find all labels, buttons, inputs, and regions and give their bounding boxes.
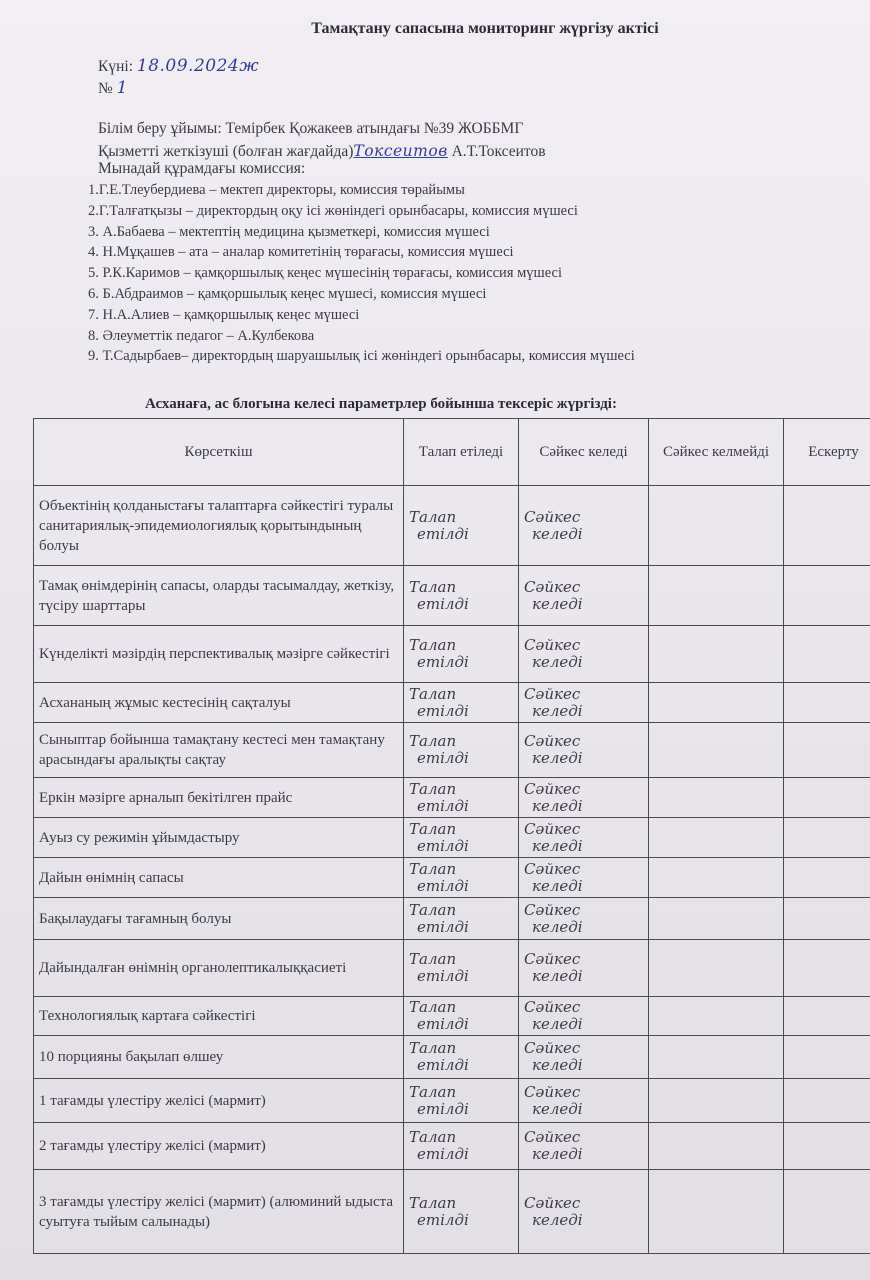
- indicator-cell: Бақылаудағы тағамның болуы: [34, 898, 404, 940]
- hw-word: Сәйкес: [524, 1193, 581, 1212]
- indicator-cell: Күнделікті мәзірдің перспективалық мәзірге сәйкестігі: [34, 626, 404, 683]
- matches-handwritten: [519, 723, 649, 778]
- table-row: [34, 858, 870, 898]
- indicator-cell: Объектінің қолданыстағы талаптарға сәйкестігі туралы санитариялық-эпидемиологиялық қорытындының болуы: [34, 486, 404, 566]
- hw-word: Сәйкес: [524, 779, 581, 798]
- not-matches-cell: [649, 997, 784, 1036]
- hw-word: етілді: [417, 796, 469, 815]
- supplier-name: А.Т.Токсеитов: [451, 143, 546, 160]
- table-row: [34, 940, 870, 997]
- indicator-cell: 2 тағамды үлестіру желісі (мармит): [34, 1123, 404, 1170]
- hw-word: Сәйкес: [524, 900, 581, 919]
- not-matches-cell: [649, 1170, 784, 1254]
- member-item: 8. Әлеуметтік педагог – А.Кулбекова: [88, 327, 315, 344]
- member-item: 3. А.Бабаева – мектептің медицина қызметкері, комиссия мүшесі: [88, 223, 490, 240]
- member-item: 7. Н.А.Алиев – қамқоршылық кеңес мүшесі: [88, 306, 360, 323]
- header-note: Ескерту: [784, 419, 870, 486]
- header-required: Талап етіледі: [404, 419, 519, 486]
- hw-word: Сәйкес: [524, 732, 581, 750]
- hw-word: Сәйкес: [524, 819, 581, 838]
- hw-word: Талап: [409, 819, 457, 838]
- table-row: [34, 1079, 870, 1123]
- matches-handwritten: [519, 1123, 649, 1170]
- hw-word: Сәйкес: [524, 950, 581, 968]
- hw-word: келеді: [532, 836, 583, 855]
- note-cell: [784, 683, 870, 723]
- matches-handwritten: [519, 1079, 649, 1123]
- not-matches-cell: [649, 858, 784, 898]
- hw-word: келеді: [532, 594, 583, 613]
- note-cell: [784, 858, 870, 898]
- matches-handwritten: [519, 818, 649, 858]
- required-handwritten: [404, 818, 519, 858]
- hw-word: келеді: [532, 1210, 583, 1229]
- table-row: [34, 626, 870, 683]
- hw-word: Талап: [409, 732, 457, 750]
- hw-word: етілді: [417, 917, 469, 936]
- note-cell: [784, 898, 870, 940]
- indicator-cell: Ауыз су режимін ұйымдастыру: [34, 818, 404, 858]
- hw-word: келеді: [532, 653, 583, 671]
- table-row: [34, 566, 870, 626]
- indicator-cell: Технологиялық картаға сәйкестігі: [34, 997, 404, 1036]
- table-row: [34, 1036, 870, 1079]
- hw-word: келеді: [532, 524, 583, 543]
- table-row: [34, 778, 870, 818]
- hw-word: Талап: [409, 998, 457, 1016]
- hw-word: Сәйкес: [524, 507, 581, 526]
- hw-word: Талап: [409, 859, 457, 878]
- required-handwritten: [404, 997, 519, 1036]
- note-cell: [784, 486, 870, 566]
- indicator-cell: Тамақ өнімдерінің сапасы, оларды тасымалдау, жеткізу, түсіру шарттары: [34, 566, 404, 626]
- not-matches-cell: [649, 940, 784, 997]
- note-cell: [784, 1079, 870, 1123]
- document-title: Тамақтану сапасына мониторинг жүргізу актісі: [311, 20, 659, 37]
- hw-word: етілді: [417, 1210, 469, 1229]
- required-handwritten: [404, 940, 519, 997]
- member-item: 1.Г.Е.Тлеубердиева – мектеп директоры, комиссия төрайымы: [88, 182, 465, 198]
- hw-word: етілді: [417, 1145, 469, 1163]
- hw-word: Сәйкес: [524, 636, 581, 654]
- indicator-cell: 3 тағамды үлестіру желісі (мармит) (алюминий ыдыста суытуға тыйым салынады): [34, 1170, 404, 1254]
- indicator-cell: 1 тағамды үлестіру желісі (мармит): [34, 1079, 404, 1123]
- hw-word: етілді: [417, 653, 469, 671]
- note-cell: [784, 1036, 870, 1079]
- required-handwritten: [404, 566, 519, 626]
- hw-word: келеді: [532, 749, 583, 767]
- hw-word: етілді: [417, 594, 469, 613]
- not-matches-cell: [649, 818, 784, 858]
- hw-word: Талап: [409, 779, 457, 798]
- not-matches-cell: [649, 486, 784, 566]
- required-handwritten: [404, 1036, 519, 1079]
- member-item: 9. Т.Садырбаев– директордың шаруашылық ісі жөніндегі орынбасары, комиссия мүшесі: [88, 348, 635, 365]
- table-row: [34, 1123, 870, 1170]
- hw-word: етілді: [417, 701, 469, 720]
- member-item: 4. Н.Мұқашев – ата – аналар комитетінің төрағасы, комиссия мүшесі: [88, 244, 514, 261]
- required-handwritten: [404, 486, 519, 566]
- note-cell: [784, 818, 870, 858]
- hw-word: Талап: [409, 950, 457, 968]
- note-cell: [784, 566, 870, 626]
- not-matches-cell: [649, 683, 784, 723]
- hw-word: келеді: [532, 876, 583, 895]
- hw-word: келеді: [532, 1099, 583, 1118]
- matches-handwritten: [519, 778, 649, 818]
- matches-handwritten: [519, 997, 649, 1036]
- number-line: [98, 78, 128, 98]
- supplier-line: [98, 142, 546, 161]
- date-line: [98, 56, 259, 76]
- hw-word: келеді: [532, 1015, 583, 1033]
- note-cell: [784, 626, 870, 683]
- hw-word: Талап: [409, 507, 457, 526]
- indicator-cell: Еркін мәзірге арналып бекітілген прайс: [34, 778, 404, 818]
- required-handwritten: [404, 858, 519, 898]
- indicator-cell: 10 порцияны бақылап өлшеу: [34, 1036, 404, 1079]
- hw-word: Талап: [409, 684, 457, 703]
- hw-word: етілді: [417, 1015, 469, 1033]
- member-item: 5. Р.К.Каримов – қамқоршылық кеңес мүшесінің төрағасы, комиссия мүшесі: [88, 265, 562, 282]
- hw-word: келеді: [532, 1145, 583, 1163]
- table-row: [34, 723, 870, 778]
- matches-handwritten: [519, 940, 649, 997]
- hw-word: келеді: [532, 701, 583, 720]
- required-handwritten: [404, 778, 519, 818]
- not-matches-cell: [649, 778, 784, 818]
- table-row: [34, 486, 870, 566]
- commission-members-list: [88, 180, 635, 367]
- matches-handwritten: [519, 683, 649, 723]
- indicator-cell: Асхананың жұмыс кестесінің сақталуы: [34, 683, 404, 723]
- hw-word: Талап: [409, 1082, 457, 1101]
- not-matches-cell: [649, 1036, 784, 1079]
- note-cell: [784, 940, 870, 997]
- hw-word: етілді: [417, 967, 469, 985]
- required-handwritten: [404, 723, 519, 778]
- hw-word: Талап: [409, 1193, 457, 1212]
- hw-word: Талап: [409, 1128, 457, 1146]
- hw-word: етілді: [417, 876, 469, 895]
- table-subheading: Асханаға, ас блогына келесі параметрлер бойынша тексеріс жүргізді:: [145, 396, 617, 412]
- table-row: [34, 818, 870, 858]
- header-indicator: Көрсеткіш: [34, 419, 404, 486]
- indicator-cell: Сыныптар бойынша тамақтану кестесі мен тамақтану арасындағы аралықты сақтау: [34, 723, 404, 778]
- member-item: 6. Б.Абдраимов – қамқоршылық кеңес мүшесі, комиссия мүшесі: [88, 285, 487, 302]
- matches-handwritten: [519, 566, 649, 626]
- note-cell: [784, 997, 870, 1036]
- table-row: [34, 683, 870, 723]
- note-cell: [784, 778, 870, 818]
- inspection-table: [33, 418, 870, 1254]
- note-cell: [784, 1170, 870, 1254]
- indicator-cell: Дайындалған өнімнің органолептикалыққасиеті: [34, 940, 404, 997]
- date-label: Күні:: [98, 58, 133, 75]
- matches-handwritten: [519, 898, 649, 940]
- hw-word: келеді: [532, 796, 583, 815]
- not-matches-cell: [649, 566, 784, 626]
- hw-word: Сәйкес: [524, 1128, 581, 1146]
- header-not-matches: Сәйкес келмейді: [649, 419, 784, 486]
- required-handwritten: [404, 683, 519, 723]
- hw-word: Сәйкес: [524, 577, 581, 596]
- not-matches-cell: [649, 626, 784, 683]
- hw-word: етілді: [417, 524, 469, 543]
- not-matches-cell: [649, 1123, 784, 1170]
- table-header-row: [34, 419, 870, 486]
- hw-word: Сәйкес: [524, 998, 581, 1016]
- hw-word: етілді: [417, 749, 469, 767]
- hw-word: Талап: [409, 1039, 457, 1057]
- hw-word: келеді: [532, 1056, 583, 1074]
- supplier-label: Қызметті жеткізуші (болған жағдайда): [98, 143, 354, 160]
- hw-word: етілді: [417, 1056, 469, 1074]
- not-matches-cell: [649, 898, 784, 940]
- hw-word: келеді: [532, 917, 583, 936]
- hw-word: Талап: [409, 900, 457, 919]
- indicator-cell: Дайын өнімнің сапасы: [34, 858, 404, 898]
- hw-word: Талап: [409, 577, 457, 596]
- hw-word: етілді: [417, 836, 469, 855]
- hw-word: Талап: [409, 636, 457, 654]
- matches-handwritten: [519, 486, 649, 566]
- note-cell: [784, 1123, 870, 1170]
- member-item: 2.Г.Талғатқызы – директордың оқу ісі жөніндегі орынбасары, комиссия мүшесі: [88, 202, 578, 219]
- not-matches-cell: [649, 723, 784, 778]
- header-matches: Сәйкес келеді: [519, 419, 649, 486]
- table-row: [34, 898, 870, 940]
- number-label: №: [98, 80, 113, 97]
- matches-handwritten: [519, 1036, 649, 1079]
- note-cell: [784, 723, 870, 778]
- required-handwritten: [404, 1170, 519, 1254]
- school-line: Білім беру ұйымы: Темірбек Қожакеев атындағы №39 ЖОББМГ: [98, 120, 524, 137]
- matches-handwritten: [519, 626, 649, 683]
- hw-word: етілді: [417, 1099, 469, 1118]
- supplier-signature: Токсеитов: [353, 142, 448, 160]
- matches-handwritten: [519, 858, 649, 898]
- number-handwritten: 1: [116, 78, 128, 98]
- table-row: [34, 997, 870, 1036]
- required-handwritten: [404, 1123, 519, 1170]
- commission-label: Мынадай құрамдағы комиссия:: [98, 160, 306, 177]
- hw-word: Сәйкес: [524, 1039, 581, 1057]
- hw-word: Сәйкес: [524, 859, 581, 878]
- table-row: [34, 1170, 870, 1254]
- required-handwritten: [404, 1079, 519, 1123]
- hw-word: келеді: [532, 967, 583, 985]
- required-handwritten: [404, 626, 519, 683]
- hw-word: Сәйкес: [524, 684, 581, 703]
- date-handwritten: 18.09.2024ж: [136, 56, 260, 76]
- matches-handwritten: [519, 1170, 649, 1254]
- not-matches-cell: [649, 1079, 784, 1123]
- hw-word: Сәйкес: [524, 1082, 581, 1101]
- required-handwritten: [404, 898, 519, 940]
